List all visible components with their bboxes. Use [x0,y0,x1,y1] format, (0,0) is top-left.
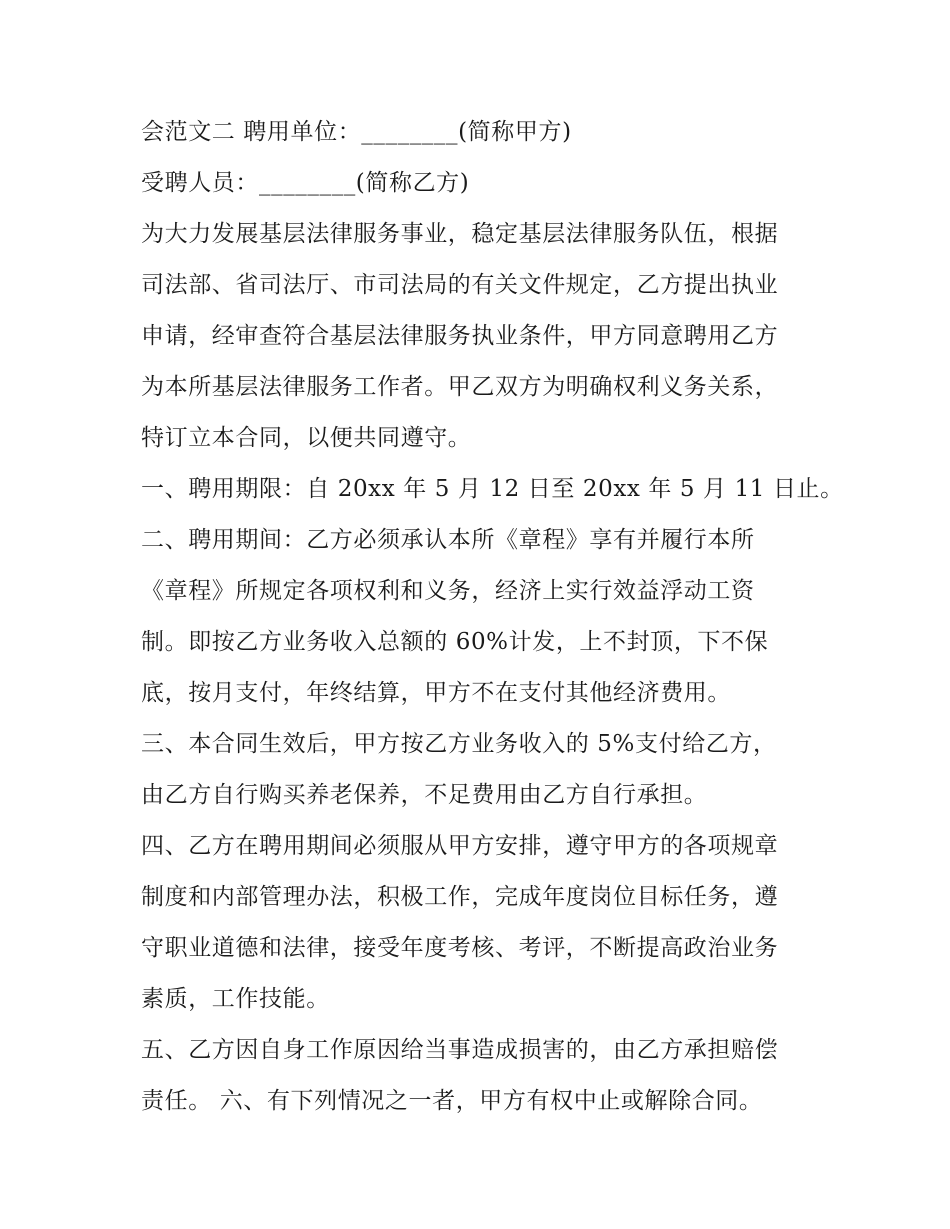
text-line: 司法部、省司法厅、市司法局的有关文件规定，乙方提出执业 [141,272,779,298]
text-line-clause-6: 责任。 六、有下列情况之一者，甲方有权中止或解除合同。 [141,1088,763,1114]
text-line: 底，按月支付，年终结算，甲方不在支付其他经济费用。 [141,680,731,706]
text-line: 由乙方自行购买养老保养，不足费用由乙方自行承担。 [141,782,708,808]
text-line-clause-1: 一、聘用期限：自 20xx 年 5 月 12 日至 20xx 年 5 月 11 日止。 [141,476,844,502]
text-line-header-employee: 受聘人员：________(简称乙方) [141,170,470,196]
text-line-clause-4: 四、乙方在聘用期间必须服从甲方安排，遵守甲方的各项规章 [141,833,779,859]
text-line-clause-5: 五、乙方因自身工作原因给当事造成损害的，由乙方承担赔偿 [141,1037,779,1063]
text-line: 制。即按乙方业务收入总额的 60%计发，上不封顶，下不保 [141,629,769,655]
text-line: 素质，工作技能。 [141,986,330,1012]
text-line-clause-2: 二、聘用期间：乙方必须承认本所《章程》享有并履行本所 [141,527,755,553]
text-line: 守职业道德和法律，接受年度考核、考评，不断提高政治业务 [141,935,779,961]
contract-text [141,107,844,1127]
text-line: 《章程》所规定各项权利和义务，经济上实行效益浮动工资 [141,578,755,604]
text-line: 制度和内部管理办法，积极工作，完成年度岗位目标任务，遵 [141,884,779,910]
text-line: 申请，经审查符合基层法律服务执业条件，甲方同意聘用乙方 [141,323,779,349]
text-line-clause-3: 三、本合同生效后，甲方按乙方业务收入的 5%支付给乙方， [141,731,777,757]
text-line-header-employer: 会范文二 聘用单位：________(简称甲方) [141,119,572,145]
text-line: 特订立本合同，以便共同遵守。 [141,425,472,451]
text-line: 为本所基层法律服务工作者。甲乙双方为明确权利义务关系， [141,374,779,400]
text-line: 为大力发展基层法律服务事业，稳定基层法律服务队伍，根据 [141,221,779,247]
